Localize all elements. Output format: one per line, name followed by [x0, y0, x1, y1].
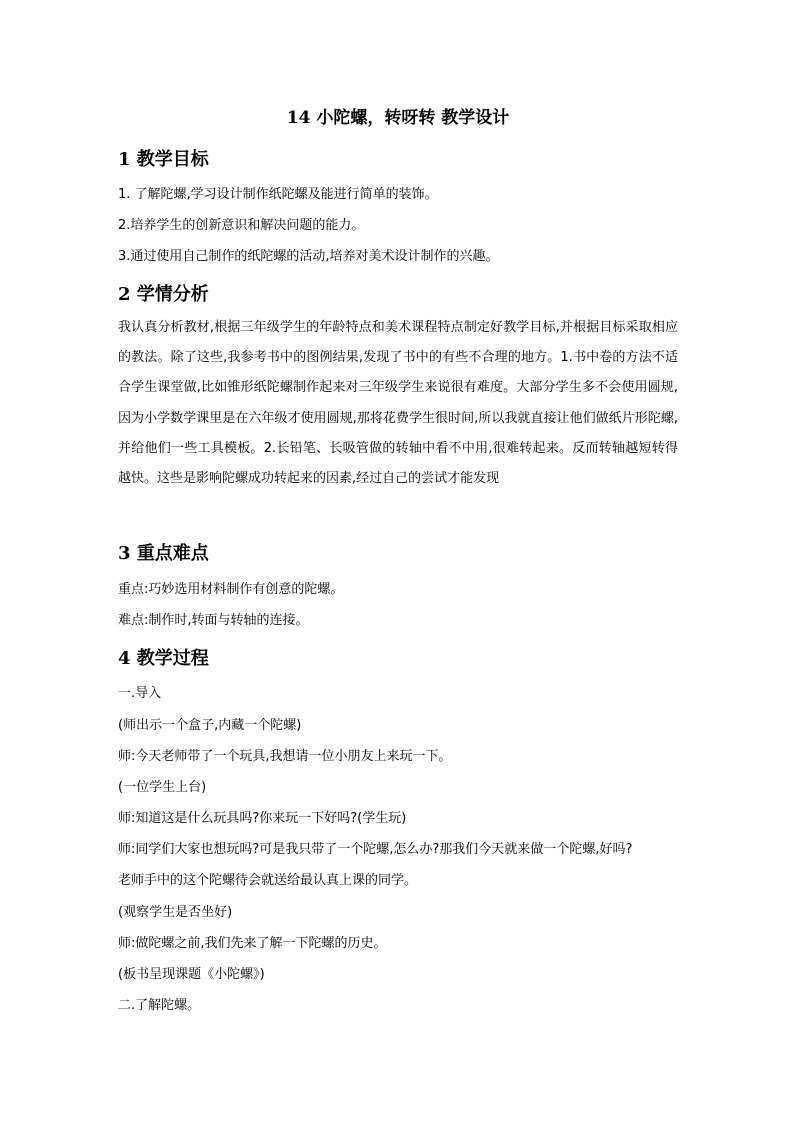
section-heading-key-points: 3 重点难点: [118, 543, 209, 564]
document-title: 14 小陀螺，转呀转 教学设计: [286, 108, 510, 128]
process-line-10: (板书呈现课题《小陀螺》): [118, 967, 265, 982]
process-line-1: 一.导入: [118, 686, 162, 701]
objective-line-2: 2.培养学生的创新意识和解决问题的能力。: [118, 218, 365, 233]
process-line-9: 师:做陀螺之前,我们先来了解一下陀螺的历史。: [118, 936, 387, 951]
section-heading-objectives: 1 教学目标: [118, 149, 209, 170]
document-page: [118, 0, 678, 1123]
process-line-3: 师:今天老师带了一个玩具,我想请一位小朋友上来玩一下。: [118, 749, 452, 764]
process-line-7: 老师手中的这个陀螺待会就送给最认真上课的同学。: [118, 873, 418, 888]
difficulty-line: 难点:制作时,转面与转轴的连接。: [118, 613, 309, 628]
key-point-line: 重点:巧妙选用材料制作有创意的陀螺。: [118, 582, 344, 597]
process-line-2: (师出示一个盒子,内藏一个陀螺): [118, 718, 302, 733]
process-line-4: (一位学生上台): [118, 780, 207, 795]
objective-line-3: 3.通过使用自己制作的纸陀螺的活动,培养对美术设计制作的兴趣。: [118, 249, 499, 264]
process-line-5: 师:知道这是什么玩具吗?你来玩一下好吗?(学生玩): [118, 811, 407, 826]
analysis-paragraph: 我认真分析教材,根据三年级学生的年龄特点和美术课程特点制定好教学目标,并根据目标采取相应的教法。除了这些,我参考书中的图例结果,发现了书中的有些不合理的地方。1.书中卷的方法不适合学生课堂做,比如锥形纸陀螺制作起来对三年级学生来说很有难度。大部分学生多不会使用圆规,因为小学数学课里是在六年级才使用圆规,那将花费学生很时间,所以我就直接让他们做纸片形陀螺,并给他们一些工具模板。2.长铅笔、长吸管做的转轴中看不中用,很难转起来。反而转轴越短转得越快。这些是影响陀螺成功转起来的因素,经过自己的尝试才能发现: [118, 320, 678, 487]
process-line-6: 师:同学们大家也想玩吗?可是我只带了一个陀螺,怎么办?那我们今天就来做一个陀螺,好吗?: [118, 842, 633, 857]
section-heading-process: 4 教学过程: [118, 648, 209, 669]
process-line-11: 二.了解陀螺。: [118, 998, 201, 1013]
process-line-8: (观察学生是否坐好): [118, 905, 233, 920]
objective-line-1: 1. 了解陀螺,学习设计制作纸陀螺及能进行简单的装饰。: [118, 187, 438, 202]
section-heading-analysis: 2 学情分析: [118, 284, 209, 305]
